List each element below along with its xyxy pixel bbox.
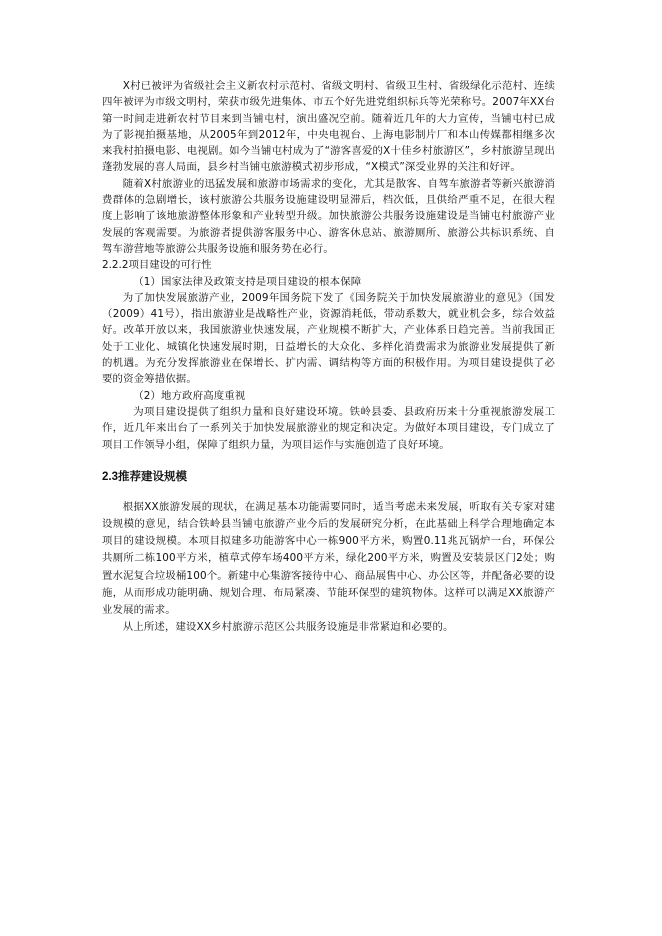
paragraph-local-gov: 为项目建设提供了组织力量和良好建设环境。铁岭县委、县政府历来十分重视旅游发展工作，近几年来出台了一系列关于加快发展旅游业的规定和决定。为做好本项目建设，专门成立了项目工作领导小组，保障了组织力量，为项目运作与实施创造了良好环境。 bbox=[102, 405, 555, 451]
paragraph-tourism-demand: 随着X村旅游业的迅猛发展和旅游市场需求的变化，尤其是散客、自驾车旅游者等新兴旅游消费群体的急剧增长，该村旅游公共服务设施建设明显滞后，档次低，且供给严重不足，在很大程度上影响了该地旅游整体形象和产业转型升级。加快旅游公共服务设施建设是当铺屯村旅游产业发展的客观需要。为旅游者提供游客服务中心、游客休息站、旅游厕所、旅游公共标识系统、自驾车游营地等旅游公共服务设施和服务势在必行。 bbox=[102, 177, 555, 255]
section-heading-2-3: 2.3推荐建设规模 bbox=[102, 470, 187, 483]
section-heading-2-2-2: 2.2.2项目建设的可行性 bbox=[102, 259, 212, 272]
section-2-3-body bbox=[102, 499, 555, 637]
document-page bbox=[102, 78, 555, 636]
subsection-heading-policy: （1）国家法律及政策支持是项目建设的根本保障 bbox=[133, 275, 362, 288]
paragraph-village-honors: X村已被评为省级社会主义新农村示范村、省级文明村、省级卫生村、省级绿化示范村、连续四年被评为市级文明村，荣获市级先进集体、市五个好先进党组织标兵等光荣称号。2007年XX台第一时间走进新农村节目来到当铺屯村，演出盛况空前。随着近几年的大力宣传，当铺屯村已成为了影视拍摄基地，从2005年到2012年，中央电视台、上海电影制片厂和本山传媒都相继多次来我村拍摄电影、电视剧。如今当铺屯村成为了“游客喜爱的X十佳乡村旅游区”，乡村旅游呈现出蓬勃发展的喜人局面，县乡村当铺屯旅游模式初步形成，“X模式”深受业界的关注和好评。 bbox=[102, 80, 555, 174]
paragraph-policy-support: 为了加快发展旅游产业，2009年国务院下发了《国务院关于加快发展旅游业的意见》（国发（2009）41号），指出旅游业是战略性产业，资源消耗低，带动系数大，就业机会多，综合效益好。改革开放以来，我国旅游业快速发展，产业规模不断扩大，产业体系日趋完善。当前我国正处于工业化、城镇化快速发展时期，日益增长的大众化、多样化消费需求为旅游业发展提供了新的机遇。为充分发挥旅游业在保增长、扩内需、调结构等方面的积极作用。为项目建设提供了必要的资金筹措依据。 bbox=[102, 291, 555, 386]
subsection-heading-local-gov: （2）地方政府高度重视 bbox=[133, 389, 246, 402]
paragraph-construction-scale: 根据XX旅游发展的现状，在满足基本功能需要同时，适当考虑未来发展，听取有关专家对建设规模的意见，结合铁岭县当铺屯旅游产业今后的发展研究分析，在此基础上科学合理地确定本项目的建设规模。本项目拟建多功能游客中心一栋900平方米，购置0.11兆瓦锅炉一台，环保公共厕所二栋100平方米，植草式停车场400平方米，绿化200平方米，购置及安装景区门2处；购置水泥复合垃圾桶100个。新建中心集游客接待中心、商品展售中心、办公区等，并配备必要的设施，从而形成功能明确、规划合理、布局紧凑、节能环保型的建筑物体。这样可以满足XX旅游产业发展的需求。 bbox=[102, 500, 555, 617]
paragraph-conclusion: 从上所述，建设XX乡村旅游示范区公共服务设施是非常紧迫和必要的。 bbox=[122, 621, 454, 634]
